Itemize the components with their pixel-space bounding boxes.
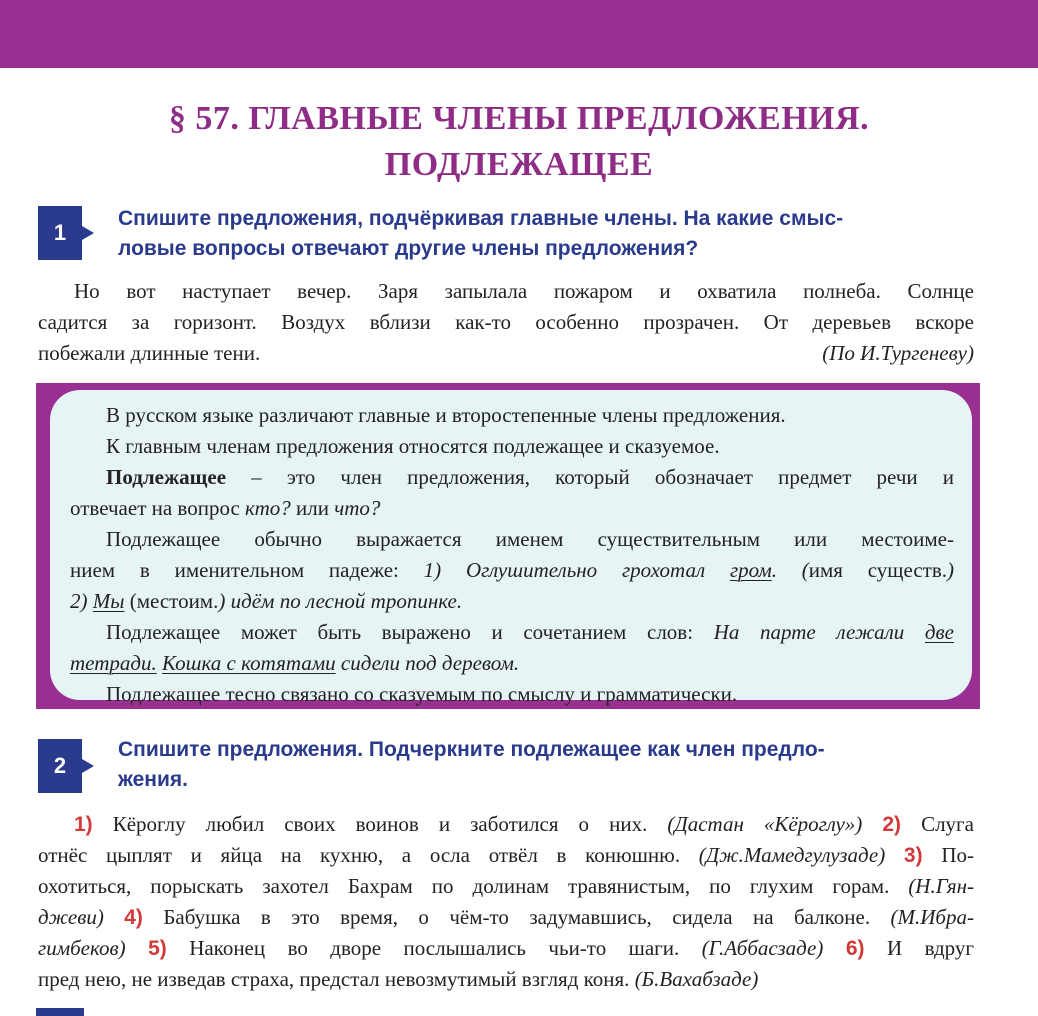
rule-line-content: Подлежащее может быть выражено и сочетанием слов:: [106, 620, 714, 644]
sentence: Наконец во дворе послышались чьи-то шаги.: [166, 936, 702, 960]
question-kto: кто?: [245, 496, 291, 520]
rule-line: [70, 555, 954, 586]
example-1-punct: ): [947, 558, 954, 582]
sentence-number: 2): [882, 813, 902, 836]
rule-text: [70, 400, 954, 710]
text-line-content: побежали длинные тени.: [38, 341, 261, 365]
text-line: [38, 809, 974, 840]
sentence: охотиться, порыскать захотел Бахрам по долинам травянистым, по глухим горам.: [38, 874, 909, 898]
rule-line: [70, 648, 954, 679]
sentence-number: 6): [845, 937, 865, 960]
sentence-source: гимбеков): [38, 936, 126, 960]
exercise-1-task: [118, 204, 978, 264]
exercise-2-task-line: жения.: [118, 768, 188, 791]
example-2-note: местоим.: [136, 589, 219, 613]
exercise-1-text: [38, 276, 974, 369]
question-chto: что?: [334, 496, 381, 520]
example-3-subject: тетради.: [70, 651, 157, 675]
example-2: 2): [70, 589, 93, 613]
sentence-number: 4): [124, 906, 143, 929]
text-line: [38, 964, 974, 995]
rule-line-content: или: [290, 496, 335, 520]
exercise-2-badge: [38, 739, 94, 793]
example-4: сидели под деревом.: [335, 651, 520, 675]
text-line: Но вот наступает вечер. Заря запылала пожаром и охватила полнеба. Солнце: [74, 279, 974, 303]
rule-line: [70, 462, 954, 493]
example-2-punct: (: [124, 589, 137, 613]
sentence: По-: [922, 843, 974, 867]
example-1-note: имя существ.: [808, 558, 947, 582]
example-2-subject: Мы: [92, 589, 125, 613]
sentence-source: джеви): [38, 905, 104, 929]
sentence: Бабушка в это время, о чём-то задумавшись, сидела на балконе.: [142, 905, 891, 929]
example-3: На парте лежали: [713, 620, 925, 644]
rule-line-content: отвечает на вопрос: [70, 496, 246, 520]
text-line: садится за горизонт. Воздух вблизи как-то особенно прозрачен. От деревьев вскоре: [38, 310, 974, 334]
sentence: отнёс цыплят и яйца на кухню, а осла отвёл в конюшню.: [38, 843, 699, 867]
text-line: [38, 871, 974, 902]
exercise-1-source: (По И.Тургеневу): [822, 341, 974, 365]
rule-box: [36, 383, 980, 709]
exercise-1-task-line: Спишите предложения, подчёркивая главные члены. На какие смыс-: [118, 207, 844, 230]
sentence-number: 5): [148, 937, 167, 960]
rule-line-content: – это член предложения, который обозначает предмет речи и: [226, 465, 954, 489]
next-exercise-badge-edge: [36, 1008, 84, 1016]
exercise-1-badge: [38, 206, 94, 260]
rule-line: Подлежащее тесно связано со сказуемым по смыслу и грамматически.: [106, 682, 738, 706]
rule-line: [70, 493, 954, 524]
exercise-2-task: [118, 735, 978, 795]
exercise-2-text: [38, 809, 974, 995]
page-title: [0, 96, 1038, 188]
example-1: 1) Оглушительно грохотал: [423, 558, 730, 582]
rule-line-content: нием в именительном падеже:: [70, 558, 424, 582]
rule-line: В русском языке различают главные и второстепенные члены предложения.: [106, 403, 786, 427]
title-line-1: § 57. ГЛАВНЫЕ ЧЛЕНЫ ПРЕДЛОЖЕНИЯ.: [168, 100, 870, 137]
rule-box-inner: [50, 390, 972, 706]
text-line: [38, 902, 974, 933]
text-line: [38, 338, 974, 369]
title-line-2: ПОДЛЕЖАЩЕЕ: [384, 146, 654, 183]
sentence: Кёроглу любил своих воинов и заботился о них.: [92, 812, 668, 836]
sentence: Слуга: [901, 812, 974, 836]
text-line: [38, 933, 974, 964]
rule-line: К главным членам предложения относятся подлежащее и сказуемое.: [106, 434, 720, 458]
exercise-1-task-line: ловые вопросы отвечают другие члены предложения?: [118, 237, 699, 260]
sentence-number: 3): [903, 844, 923, 867]
sentence-source: (Н.Гян-: [908, 874, 974, 898]
exercise-1-number: 1: [53, 220, 67, 245]
sentence-source: (Г.Аббасзаде): [701, 936, 824, 960]
sentence: пред нею, не изведав страха, предстал невозмутимый взгляд коня.: [38, 967, 635, 991]
sentence-number: 1): [74, 813, 93, 836]
sentence: И вдруг: [864, 936, 974, 960]
sentence-source: (Дж.Мамедгулузаде): [698, 843, 886, 867]
text-line: [38, 840, 974, 871]
example-1-subject: гром: [729, 558, 772, 582]
sentence-source: (Б.Вахабзаде): [634, 967, 759, 991]
rule-line: [70, 586, 954, 617]
rule-line: [70, 617, 954, 648]
top-color-band: [0, 0, 1038, 68]
sentence-source: (Дастан «Кёроглу»): [667, 812, 863, 836]
example-1-punct: . (: [771, 558, 809, 582]
example-3-subject: две: [924, 620, 954, 644]
rule-line: Подлежащее обычно выражается именем существительным или местоиме-: [106, 527, 954, 551]
exercise-2-number: 2: [53, 753, 67, 778]
term-subject: Подлежащее: [106, 465, 227, 489]
sentence-source: (М.Ибра-: [890, 905, 974, 929]
example-4-subject: Кошка с котятами: [162, 651, 336, 675]
exercise-2-task-line: Спишите предложения. Подчеркните подлежащее как член предло-: [118, 738, 825, 761]
example-2: ) идём по лесной тропинке.: [218, 589, 463, 613]
